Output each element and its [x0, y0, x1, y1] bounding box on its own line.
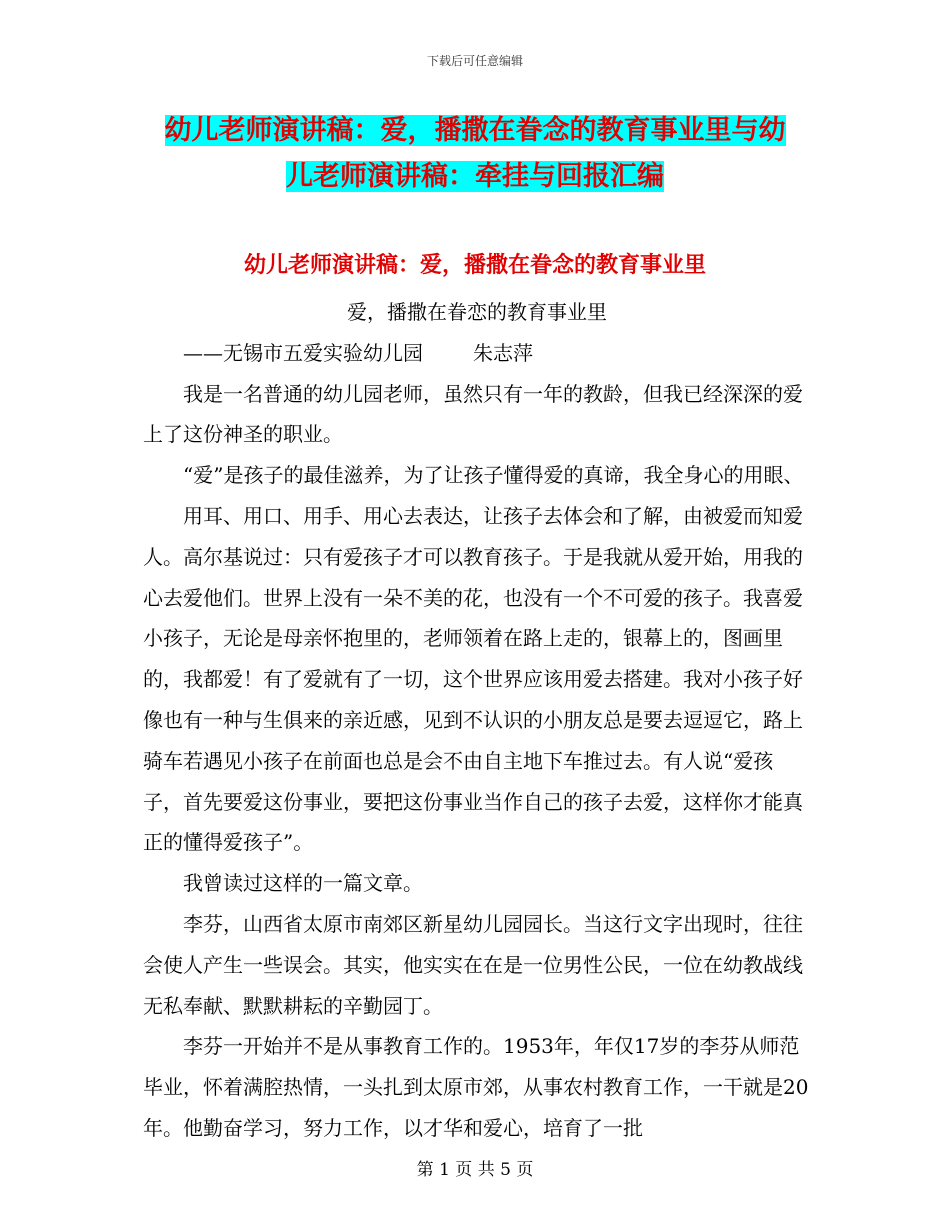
document-title-line-1: 幼儿老师演讲稿：爱，播撒在眷念的教育事业里与幼 [164, 115, 786, 146]
paragraph: 我曾读过这样的一篇文章。 [183, 871, 423, 896]
speech-title: 爱，播撒在眷恋的教育事业里 [347, 300, 607, 324]
byline-organization: ——无锡市五爱实验幼儿园 [183, 340, 423, 365]
paragraph: “爱”是孩子的最佳滋养，为了让孩子懂得爱的真谛，我全身心的用眼、 [183, 463, 804, 488]
section-title: 幼儿老师演讲稿：爱，播撒在眷念的教育事业里 [243, 253, 706, 278]
paragraph: 李芬，山西省太原市南郊区新星幼儿园园长。当这行文字出现时，往往会使人产生一些误会。其实，他实实在在是一位男性公民，一位在幼教战线无私奉献、默默耕耘的辛勤园丁。 [143, 911, 803, 1018]
paragraph: 我是一名普通的幼儿园老师，虽然只有一年的教龄，但我已经深深的爱上了这份神圣的职业。 [143, 381, 803, 447]
page-number-footer: 第 1 页 共 5 页 [416, 1160, 534, 1180]
byline-author: 朱志萍 [473, 340, 533, 365]
paragraph: 用耳、用口、用手、用心去表达，让孩子去体会和了解，由被爱而知爱人。高尔基说过：只有爱孩子才可以教育孩子。于是我就从爱开始，用我的心去爱他们。世界上没有一朵不美的花，也没有一个不可爱的孩子。我喜爱小孩子，无论是母亲怀抱里的，老师领着在路上走的，银幕上的，图画里的，我都爱！有了爱就有了一切，这个世界应该用爱去搭建。我对小孩子好像也有一种与生俱来的亲近感，见到不认识的小朋友总是要去逗逗它，路上骑车若遇见小孩子在前面也总是会不由自主地下车推过去。有人说“爱孩子，首先要爱这份事业，要把这份事业当作自己的孩子去爱，这样你才能真正的懂得爱孩子”。 [143, 503, 803, 855]
document-title-line-2: 儿老师演讲稿：牵挂与回报汇编 [286, 161, 664, 192]
paragraph: 李芬一开始并不是从事教育工作的。1953年，年仅17岁的李芬从师范毕业，怀着满腔热情，一头扎到太原市郊，从事农村教育工作，一干就是20年。他勤奋学习，努力工作，以才华和爱心，培育了一批 [143, 1034, 809, 1140]
document-body [143, 292, 811, 1149]
speech-byline [143, 333, 811, 374]
document-title [140, 108, 810, 200]
page-header-note: 下载后可任意编辑 [426, 54, 523, 68]
